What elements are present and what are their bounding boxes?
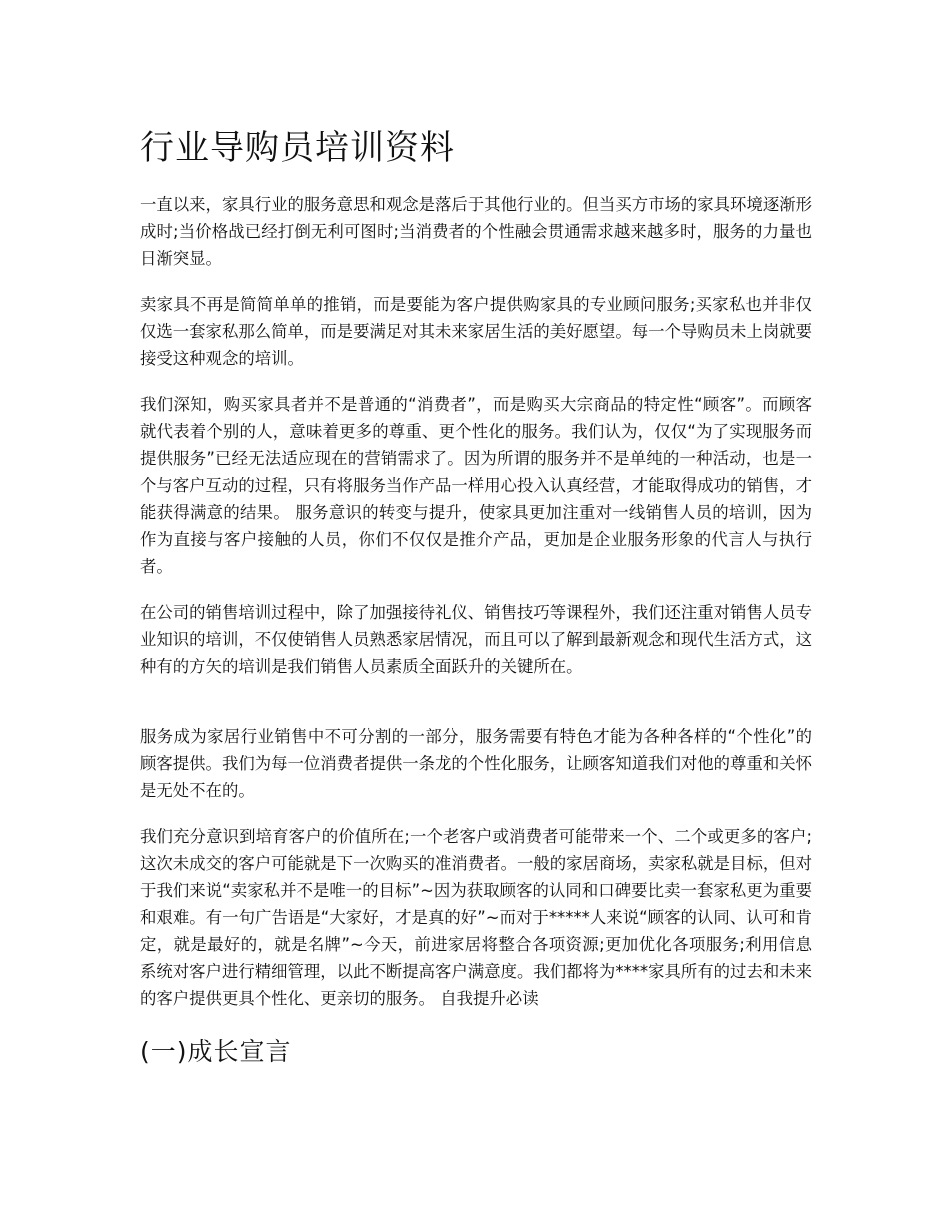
paragraph-6: 我们充分意识到培育客户的价值所在;一个老客户或消费者可能带来一个、二个或更多的客户;这次未成交的客户可能就是下一次购买的准消费者。一般的家居商场，卖家私就是目标，但对于我们来说“卖家私并不是唯一的目标”~因为获取顾客的认同和口碑要比卖一套家私更为重要和艰难。有一句广告语是“大家好，才是真的好”~而对于*****人来说“顾客的认同、认可和肯定，就是最好的，就是名牌”~今天，前进家居将整合各项资源;更加优化各项服务;利用信息系统对客户进行精细管理，以此不断提高客户满意度。我们都将为****家具所有的过去和未来的客户提供更具个性化、更亲切的服务。 自我提升必读 xyxy=(140,827,813,1008)
section-heading: (一)成长宣言 xyxy=(140,1037,292,1066)
paragraph-1: 一直以来，家具行业的服务意思和观念是落后于其他行业的。但当买方市场的家具环境逐渐形成时;当价格战已经打倒无利可图时;当消费者的个性融会贯通需求越来越多时，服务的力量也日渐突显。 xyxy=(140,195,813,268)
document-page xyxy=(140,125,812,1070)
paragraph-2: 卖家具不再是简简单单的推销，而是要能为客户提供购家具的专业顾问服务;买家私也并非仅仅选一套家私那么简单，而是要满足对其未来家居生活的美好愿望。每一个导购员未上岗就要接受这种观念的培训。 xyxy=(140,295,813,368)
paragraph-3: 我们深知，购买家具者并不是普通的“消费者”，而是购买大宗商品的特定性“顾客”。而顾客就代表着个别的人，意味着更多的尊重、更个性化的服务。我们认为，仅仅“为了实现服务而提供服务”已经无法适应现在的营销需求了。因为所谓的服务并不是单纯的一种活动，也是一个与客户互动的过程，只有将服务当作产品一样用心投入认真经营，才能取得成功的销售，才能获得满意的结果。 服务意识的转变与提升，使家具更加注重对一线销售人员的培训，因为作为直接与客户接触的人员，你们不仅仅是推介产品，更加是企业服务形象的代言人与执行者。 xyxy=(140,395,813,576)
paragraph-5: 服务成为家居行业销售中不可分割的一部分，服务需要有特色才能为各种各样的“个性化”的顾客提供。我们为每一位消费者提供一条龙的个性化服务，让顾客知道我们对他的尊重和关怀是无处不在的。 xyxy=(140,727,813,800)
document-title: 行业导购员培训资料 xyxy=(140,128,455,168)
paragraph-4: 在公司的销售培训过程中，除了加强接待礼仪、销售技巧等课程外，我们还注重对销售人员专业知识的培训，不仅使销售人员熟悉家居情况，而且可以了解到最新观念和现代生活方式，这种有的方矢的培训是我们销售人员素质全面跃升的关键所在。 xyxy=(140,603,813,676)
